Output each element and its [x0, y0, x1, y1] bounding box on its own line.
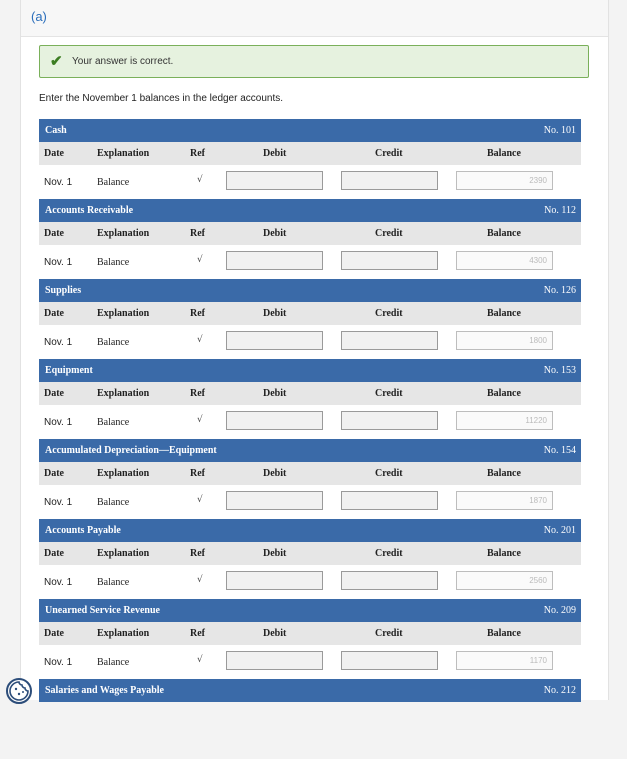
- account-name: Salaries and Wages Payable: [45, 685, 164, 696]
- column-header-balance: Balance: [487, 228, 521, 239]
- account-name: Equipment: [45, 365, 93, 376]
- date-cell: Nov. 1: [44, 337, 73, 348]
- column-header-balance: Balance: [487, 548, 521, 559]
- credit-input[interactable]: [341, 491, 438, 510]
- balance-input[interactable]: 1800: [456, 331, 553, 350]
- ref-checkmark: √: [197, 335, 203, 345]
- date-cell: Nov. 1: [44, 577, 73, 588]
- column-header-debit: Debit: [263, 548, 287, 559]
- column-header-balance: Balance: [487, 468, 521, 479]
- column-header-ref: Ref: [190, 388, 205, 399]
- ledger-account: [39, 599, 581, 679]
- column-header-ref: Ref: [190, 548, 205, 559]
- ledger-row: [39, 245, 581, 279]
- debit-input[interactable]: [226, 571, 323, 590]
- account-number: No. 154: [543, 445, 576, 456]
- ledger-account: [39, 199, 581, 279]
- column-header-credit: Credit: [375, 148, 403, 159]
- account-number: No. 126: [543, 285, 576, 296]
- column-header-explanation: Explanation: [97, 148, 150, 159]
- account-name: Unearned Service Revenue: [45, 605, 160, 616]
- account-title-bar: [39, 439, 581, 462]
- column-header-ref: Ref: [190, 628, 205, 639]
- account-title-bar: [39, 599, 581, 622]
- column-header-date: Date: [44, 228, 64, 239]
- column-header-explanation: Explanation: [97, 228, 150, 239]
- ref-checkmark: √: [197, 255, 203, 265]
- debit-input[interactable]: [226, 651, 323, 670]
- explanation-cell: Balance: [97, 417, 130, 428]
- ledger-account: [39, 439, 581, 519]
- column-header-row: [39, 142, 581, 165]
- explanation-cell: Balance: [97, 577, 130, 588]
- checkmark-icon: ✔: [50, 53, 63, 70]
- column-header-debit: Debit: [263, 308, 287, 319]
- column-header-credit: Credit: [375, 468, 403, 479]
- column-header-date: Date: [44, 468, 64, 479]
- debit-input[interactable]: [226, 331, 323, 350]
- account-title-bar: [39, 199, 581, 222]
- date-cell: Nov. 1: [44, 657, 73, 668]
- column-header-credit: Credit: [375, 548, 403, 559]
- account-title-bar: [39, 519, 581, 542]
- date-cell: Nov. 1: [44, 257, 73, 268]
- explanation-cell: Balance: [97, 177, 130, 188]
- column-header-balance: Balance: [487, 628, 521, 639]
- debit-input[interactable]: [226, 171, 323, 190]
- column-header-explanation: Explanation: [97, 308, 150, 319]
- column-header-date: Date: [44, 308, 64, 319]
- column-header-date: Date: [44, 148, 64, 159]
- date-cell: Nov. 1: [44, 177, 73, 188]
- column-header-credit: Credit: [375, 628, 403, 639]
- credit-input[interactable]: [341, 251, 438, 270]
- column-header-date: Date: [44, 628, 64, 639]
- debit-input[interactable]: [226, 411, 323, 430]
- account-title-bar: [39, 359, 581, 382]
- balance-input[interactable]: 1870: [456, 491, 553, 510]
- ref-checkmark: √: [197, 415, 203, 425]
- ref-checkmark: √: [197, 495, 203, 505]
- account-name: Cash: [45, 125, 67, 136]
- explanation-cell: Balance: [97, 257, 130, 268]
- account-number: No. 212: [543, 685, 576, 696]
- column-header-row: [39, 622, 581, 645]
- column-header-credit: Credit: [375, 308, 403, 319]
- ledger-account: [39, 359, 581, 439]
- balance-input[interactable]: 11220: [456, 411, 553, 430]
- column-header-row: [39, 382, 581, 405]
- column-header-row: [39, 542, 581, 565]
- account-name: Accounts Payable: [45, 525, 121, 536]
- ledger-account: [39, 519, 581, 599]
- date-cell: Nov. 1: [44, 497, 73, 508]
- debit-input[interactable]: [226, 491, 323, 510]
- credit-input[interactable]: [341, 171, 438, 190]
- column-header-balance: Balance: [487, 148, 521, 159]
- column-header-explanation: Explanation: [97, 548, 150, 559]
- ref-checkmark: √: [197, 175, 203, 185]
- ledger-row: [39, 645, 581, 679]
- account-number: No. 209: [543, 605, 576, 616]
- balance-input[interactable]: 1170: [456, 651, 553, 670]
- question-panel: [20, 0, 609, 700]
- column-header-credit: Credit: [375, 388, 403, 399]
- account-name: Supplies: [45, 285, 82, 296]
- column-header-explanation: Explanation: [97, 468, 150, 479]
- column-header-ref: Ref: [190, 468, 205, 479]
- cookie-icon-graphic: [8, 680, 30, 702]
- explanation-cell: Balance: [97, 497, 130, 508]
- column-header-balance: Balance: [487, 388, 521, 399]
- credit-input[interactable]: [341, 331, 438, 350]
- explanation-cell: Balance: [97, 337, 130, 348]
- column-header-explanation: Explanation: [97, 628, 150, 639]
- column-header-ref: Ref: [190, 308, 205, 319]
- account-name: Accounts Receivable: [45, 205, 134, 216]
- balance-input[interactable]: 2560: [456, 571, 553, 590]
- column-header-date: Date: [44, 548, 64, 559]
- account-title-bar: [39, 279, 581, 302]
- column-header-debit: Debit: [263, 468, 287, 479]
- part-label: (a): [31, 9, 47, 24]
- column-header-debit: Debit: [263, 228, 287, 239]
- ledger-account: [39, 119, 581, 199]
- column-header-ref: Ref: [190, 148, 205, 159]
- ledger-row: [39, 405, 581, 439]
- debit-input[interactable]: [226, 251, 323, 270]
- column-header-row: [39, 222, 581, 245]
- column-header-ref: Ref: [190, 228, 205, 239]
- column-header-row: [39, 302, 581, 325]
- column-header-explanation: Explanation: [97, 388, 150, 399]
- column-header-debit: Debit: [263, 148, 287, 159]
- ledger-row: [39, 485, 581, 519]
- credit-input[interactable]: [341, 651, 438, 670]
- ledger-account: [39, 679, 581, 759]
- credit-input[interactable]: [341, 411, 438, 430]
- account-title-bar: [39, 679, 581, 702]
- ledger-row: [39, 565, 581, 599]
- correct-answer-banner: [39, 45, 589, 78]
- ledger-account: [39, 279, 581, 359]
- column-header-date: Date: [44, 388, 64, 399]
- column-header-credit: Credit: [375, 228, 403, 239]
- ledger-row: [39, 165, 581, 199]
- column-header-debit: Debit: [263, 388, 287, 399]
- balance-input[interactable]: 2390: [456, 171, 553, 190]
- ref-checkmark: √: [197, 655, 203, 665]
- credit-input[interactable]: [341, 571, 438, 590]
- account-number: No. 201: [543, 525, 576, 536]
- column-header-debit: Debit: [263, 628, 287, 639]
- column-header-balance: Balance: [487, 308, 521, 319]
- feedback-text: Your answer is correct.: [72, 56, 174, 67]
- account-number: No. 101: [543, 125, 576, 136]
- account-number: No. 153: [543, 365, 576, 376]
- account-name: Accumulated Depreciation—Equipment: [45, 445, 217, 456]
- instruction-text: Enter the November 1 balances in the ledger accounts.: [39, 93, 284, 104]
- date-cell: Nov. 1: [44, 417, 73, 428]
- column-header-row: [39, 462, 581, 485]
- part-header: [21, 0, 608, 37]
- account-number: No. 112: [544, 205, 576, 216]
- account-title-bar: [39, 119, 581, 142]
- explanation-cell: Balance: [97, 657, 130, 668]
- balance-input[interactable]: 4300: [456, 251, 553, 270]
- ledger-row: [39, 325, 581, 359]
- cookie-icon[interactable]: [6, 678, 32, 704]
- ref-checkmark: √: [197, 575, 203, 585]
